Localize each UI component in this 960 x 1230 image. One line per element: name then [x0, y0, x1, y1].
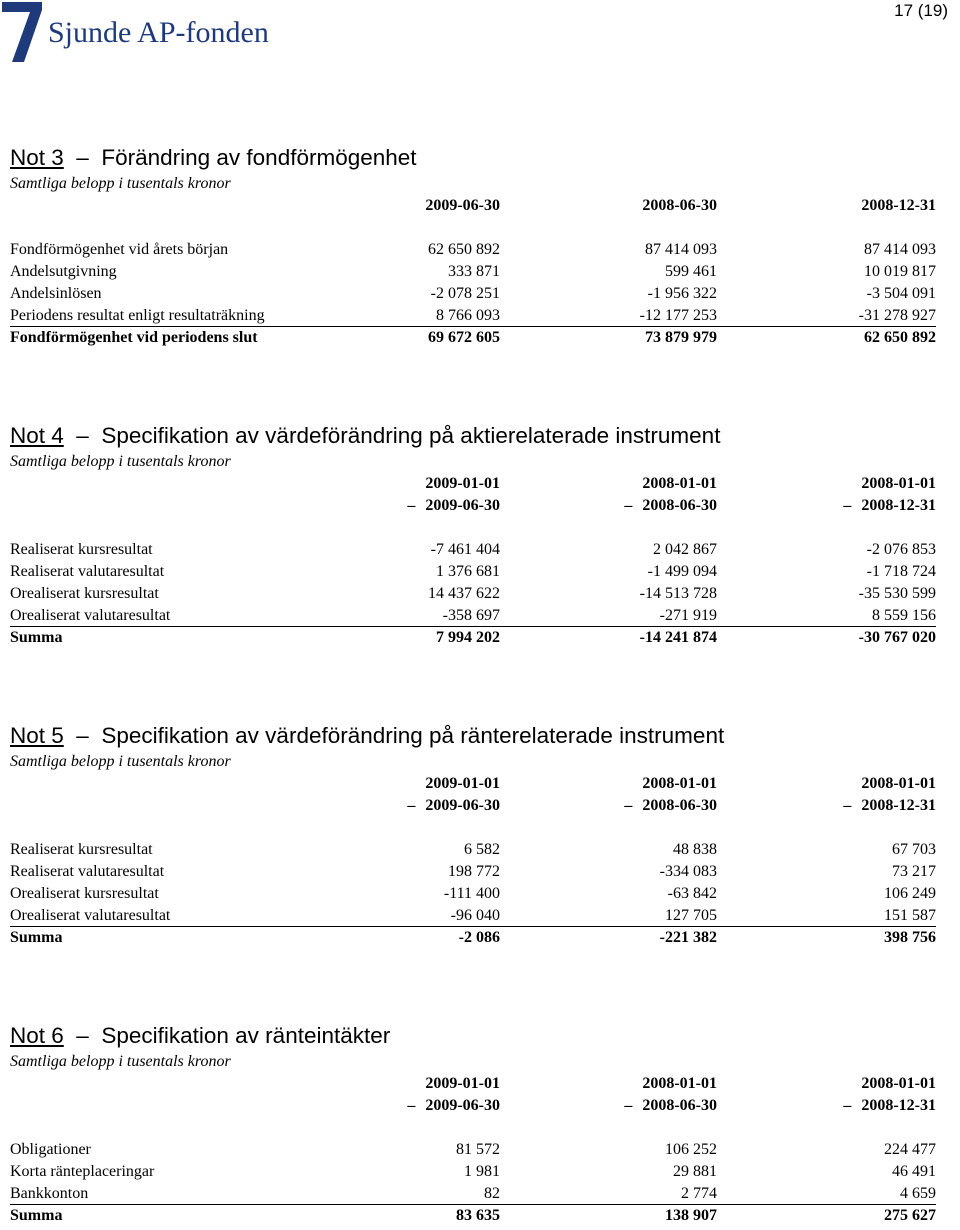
row-label: Realiserat valutaresultat: [10, 863, 165, 880]
column-header-row: [10, 473, 936, 495]
cell-value: -63 842: [667, 885, 717, 902]
note-number: Not 6: [10, 1023, 64, 1048]
column-header-to: – 2009-06-30: [407, 797, 500, 814]
cell-value: 151 587: [884, 907, 936, 924]
cell-value: -31 278 927: [858, 307, 936, 324]
column-header-to: – 2008-12-31: [843, 1097, 936, 1114]
note-title: Förändring av fondförmögenhet: [101, 145, 417, 170]
column-header: 2008-12-31: [861, 197, 936, 214]
note-number: Not 5: [10, 723, 64, 748]
note-6-heading: [10, 1021, 936, 1051]
column-header: 2009-06-30: [425, 197, 500, 214]
column-header-from: 2008-01-01: [861, 475, 936, 492]
cell-value: 333 871: [448, 263, 500, 280]
table-row: [10, 605, 936, 627]
cell-value: -221 382: [659, 929, 717, 946]
logo: [0, 0, 280, 70]
cell-value: -7 461 404: [430, 541, 500, 558]
column-header-row: [10, 495, 936, 517]
row-label: Summa: [10, 629, 63, 646]
column-header-row: [10, 1073, 936, 1095]
note-title: Specifikation av ränteintäkter: [101, 1023, 391, 1048]
cell-value: 599 461: [665, 263, 717, 280]
cell-value: 46 491: [892, 1163, 936, 1180]
cell-value: 10 019 817: [864, 263, 936, 280]
total-row: [10, 627, 936, 649]
table-row: [10, 1183, 936, 1205]
cell-value: 275 627: [884, 1207, 936, 1224]
column-header: 2008-06-30: [642, 197, 717, 214]
table-row: [10, 883, 936, 905]
table-row: [10, 905, 936, 927]
column-header-from: 2008-01-01: [642, 475, 717, 492]
total-row: [10, 927, 936, 949]
cell-value: 8 766 093: [436, 307, 500, 324]
column-header-row: [10, 795, 936, 817]
column-header-to: – 2008-12-31: [843, 497, 936, 514]
note-3-heading: [10, 143, 936, 173]
cell-value: -271 919: [659, 607, 717, 624]
cell-value: -1 956 322: [647, 285, 717, 302]
table-row: [10, 861, 936, 883]
cell-value: 62 650 892: [864, 329, 936, 346]
total-row: [10, 1205, 936, 1227]
cell-value: -111 400: [443, 885, 500, 902]
cell-value: 2 774: [681, 1185, 717, 1202]
column-header-row: [10, 773, 936, 795]
column-header-to: – 2009-06-30: [407, 497, 500, 514]
row-label: Fondförmögenhet vid periodens slut: [10, 329, 258, 346]
cell-value: -2 076 853: [866, 541, 936, 558]
row-label: Realiserat kursresultat: [10, 841, 153, 858]
cell-value: 8 559 156: [872, 607, 936, 624]
cell-value: 138 907: [665, 1207, 717, 1224]
cell-value: -12 177 253: [639, 307, 717, 324]
column-header-to: – 2008-06-30: [624, 797, 717, 814]
cell-value: 106 252: [665, 1141, 717, 1158]
row-label: Orealiserat kursresultat: [10, 885, 159, 902]
cell-value: 81 572: [456, 1141, 500, 1158]
column-header-from: 2008-01-01: [861, 1075, 936, 1092]
row-label: Summa: [10, 929, 63, 946]
cell-value: 14 437 622: [428, 585, 500, 602]
note-title-dash: –: [70, 145, 96, 170]
column-header-to: – 2009-06-30: [407, 1097, 500, 1114]
row-label: Realiserat valutaresultat: [10, 563, 165, 580]
cell-value: 67 703: [892, 841, 936, 858]
cell-value: 198 772: [448, 863, 500, 880]
note-4-heading: [10, 421, 936, 451]
cell-value: 6 582: [464, 841, 500, 858]
cell-value: -3 504 091: [866, 285, 936, 302]
note-5-heading: [10, 721, 936, 751]
logo-text: Sjunde AP-fonden: [48, 16, 269, 49]
row-label: Orealiserat kursresultat: [10, 585, 159, 602]
cell-value: -2 078 251: [430, 285, 500, 302]
cell-value: 398 756: [884, 929, 936, 946]
total-row: [10, 327, 936, 349]
note-title: Specifikation av värdeförändring på aktierelaterade instrument: [101, 423, 721, 448]
cell-value: 69 672 605: [428, 329, 500, 346]
table-row: [10, 539, 936, 561]
note-title: Specifikation av värdeförändring på ränterelaterade instrument: [101, 723, 725, 748]
cell-value: -334 083: [659, 863, 717, 880]
column-header-row: [10, 195, 936, 217]
table-row: [10, 839, 936, 861]
note-subtitle: Samtliga belopp i tusentals kronor: [10, 753, 231, 770]
cell-value: 73 879 979: [645, 329, 717, 346]
column-header-to: – 2008-12-31: [843, 797, 936, 814]
cell-value: 62 650 892: [428, 241, 500, 258]
column-header-from: 2008-01-01: [861, 775, 936, 792]
cell-value: -14 513 728: [639, 585, 717, 602]
column-header-to: – 2008-06-30: [624, 1097, 717, 1114]
table-row: [10, 239, 936, 261]
cell-value: 1 981: [464, 1163, 500, 1180]
table-row: [10, 1161, 936, 1183]
table-row: [10, 561, 936, 583]
cell-value: 73 217: [892, 863, 936, 880]
cell-value: 106 249: [884, 885, 936, 902]
column-header-from: 2009-01-01: [425, 475, 500, 492]
cell-value: 224 477: [884, 1141, 936, 1158]
note-title-dash: –: [70, 1023, 96, 1048]
note-6: [10, 1021, 936, 1227]
cell-value: 87 414 093: [645, 241, 717, 258]
row-label: Orealiserat valutaresultat: [10, 607, 171, 624]
cell-value: 29 881: [673, 1163, 717, 1180]
cell-value: -358 697: [442, 607, 500, 624]
cell-value: 127 705: [665, 907, 717, 924]
cell-value: 1 376 681: [436, 563, 500, 580]
cell-value: -14 241 874: [639, 629, 717, 646]
row-label: Korta ränteplaceringar: [10, 1163, 155, 1180]
cell-value: -1 499 094: [647, 563, 717, 580]
cell-value: 82: [484, 1185, 500, 1202]
note-3: [10, 143, 936, 349]
column-header-from: 2008-01-01: [642, 1075, 717, 1092]
logo-seven-icon: [0, 0, 44, 64]
note-5: [10, 721, 936, 949]
column-header-row: [10, 1095, 936, 1117]
table-row: [10, 261, 936, 283]
cell-value: 83 635: [456, 1207, 500, 1224]
cell-value: 7 994 202: [436, 629, 500, 646]
row-label: Bankkonton: [10, 1185, 89, 1202]
column-header-from: 2008-01-01: [642, 775, 717, 792]
cell-value: 48 838: [673, 841, 717, 858]
note-title-dash: –: [70, 723, 96, 748]
page-number: 17 (19): [894, 1, 948, 20]
table-row: [10, 583, 936, 605]
column-header-from: 2009-01-01: [425, 1075, 500, 1092]
note-subtitle: Samtliga belopp i tusentals kronor: [10, 1053, 231, 1070]
cell-value: -96 040: [450, 907, 500, 924]
note-title-dash: –: [70, 423, 96, 448]
note-subtitle: Samtliga belopp i tusentals kronor: [10, 453, 231, 470]
row-label: Obligationer: [10, 1141, 91, 1158]
table-row: [10, 305, 936, 327]
table-row: [10, 283, 936, 305]
cell-value: 87 414 093: [864, 241, 936, 258]
cell-value: -30 767 020: [858, 629, 936, 646]
column-header-from: 2009-01-01: [425, 775, 500, 792]
row-label: Summa: [10, 1207, 63, 1224]
column-header-to: – 2008-06-30: [624, 497, 717, 514]
note-number: Not 4: [10, 423, 64, 448]
note-number: Not 3: [10, 145, 64, 170]
cell-value: -2 086: [458, 929, 500, 946]
row-label: Andelsutgivning: [10, 263, 117, 280]
cell-value: -1 718 724: [866, 563, 936, 580]
row-label: Orealiserat valutaresultat: [10, 907, 171, 924]
table-row: [10, 1139, 936, 1161]
row-label: Andelsinlösen: [10, 285, 102, 302]
row-label: Realiserat kursresultat: [10, 541, 153, 558]
cell-value: -35 530 599: [858, 585, 936, 602]
row-label: Fondförmögenhet vid årets början: [10, 241, 229, 258]
note-4: [10, 421, 936, 649]
row-label: Periodens resultat enligt resultaträkning: [10, 307, 265, 324]
note-subtitle: Samtliga belopp i tusentals kronor: [10, 175, 231, 192]
cell-value: 4 659: [900, 1185, 936, 1202]
cell-value: 2 042 867: [653, 541, 717, 558]
